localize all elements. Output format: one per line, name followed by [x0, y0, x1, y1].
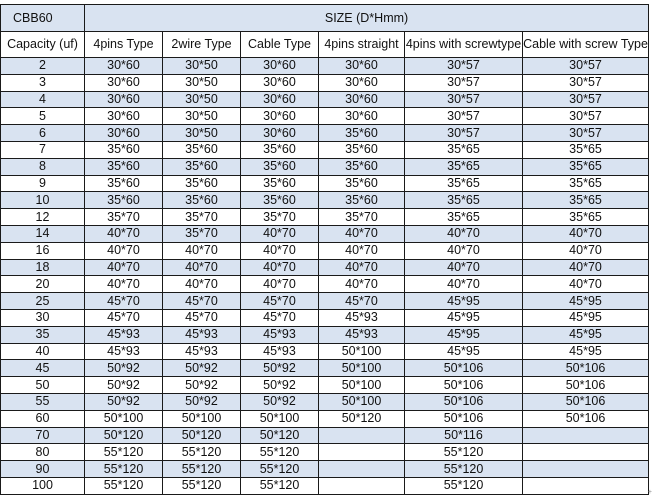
- table-row: [1, 141, 649, 158]
- size-cell: 30*60: [241, 74, 319, 91]
- size-cell: 35*65: [405, 192, 523, 209]
- capacity-cell: 5: [1, 108, 85, 125]
- size-cell: 30*57: [405, 108, 523, 125]
- capacity-cell: 30: [1, 309, 85, 326]
- size-cell: 40*70: [85, 225, 163, 242]
- capacity-cell: 9: [1, 175, 85, 192]
- size-cell: 50*92: [85, 393, 163, 410]
- table-body: [1, 5, 649, 495]
- size-cell: 30*57: [405, 58, 523, 75]
- header-row: [1, 32, 649, 58]
- table-row: [1, 326, 649, 343]
- size-cell: 35*70: [319, 209, 405, 226]
- size-cell: 45*95: [405, 293, 523, 310]
- size-cell: 45*70: [85, 293, 163, 310]
- size-cell: 45*70: [241, 309, 319, 326]
- size-cell: 55*120: [241, 444, 319, 461]
- size-cell: 35*65: [523, 209, 649, 226]
- size-cell: 50*106: [405, 410, 523, 427]
- size-cell: 50*100: [319, 377, 405, 394]
- size-cell: 50*106: [405, 360, 523, 377]
- size-cell: 45*95: [523, 343, 649, 360]
- size-cell: 55*120: [405, 461, 523, 478]
- table-row: [1, 209, 649, 226]
- size-cell: 30*60: [85, 58, 163, 75]
- size-cell: 35*65: [523, 158, 649, 175]
- size-cell: 50*100: [319, 360, 405, 377]
- size-cell: 30*60: [85, 125, 163, 142]
- size-cell: 30*60: [85, 74, 163, 91]
- size-cell: 30*60: [85, 108, 163, 125]
- table-row: [1, 410, 649, 427]
- size-cell: 35*60: [241, 175, 319, 192]
- size-cell: 30*60: [319, 58, 405, 75]
- size-cell: 50*120: [85, 427, 163, 444]
- size-cell: 45*70: [163, 293, 241, 310]
- size-cell: 35*65: [523, 192, 649, 209]
- table-row: [1, 175, 649, 192]
- size-cell: 35*60: [85, 158, 163, 175]
- size-cell: 30*50: [163, 74, 241, 91]
- table-row: [1, 343, 649, 360]
- table-row: [1, 242, 649, 259]
- size-cell: 40*70: [85, 259, 163, 276]
- capacity-cell: 25: [1, 293, 85, 310]
- size-cell: 40*70: [319, 225, 405, 242]
- size-cell: 35*65: [405, 141, 523, 158]
- capacity-cell: 90: [1, 461, 85, 478]
- size-cell: 40*70: [405, 225, 523, 242]
- table-row: [1, 427, 649, 444]
- capacity-cell: 6: [1, 125, 85, 142]
- size-table: [0, 4, 649, 495]
- size-cell: [319, 461, 405, 478]
- size-cell: 55*120: [241, 461, 319, 478]
- size-cell: 40*70: [241, 242, 319, 259]
- capacity-cell: 20: [1, 276, 85, 293]
- size-cell: 35*60: [241, 158, 319, 175]
- size-cell: 45*93: [241, 343, 319, 360]
- size-cell: 50*106: [405, 393, 523, 410]
- col-4pins-type: 4pins Type: [85, 32, 163, 58]
- size-cell: 55*120: [85, 477, 163, 494]
- capacity-cell: 80: [1, 444, 85, 461]
- size-cell: 45*93: [85, 343, 163, 360]
- size-cell: 35*65: [405, 209, 523, 226]
- size-cell: 30*60: [241, 91, 319, 108]
- size-cell: 50*92: [85, 360, 163, 377]
- size-cell: 45*70: [85, 309, 163, 326]
- size-cell: 35*60: [319, 192, 405, 209]
- capacity-cell: 12: [1, 209, 85, 226]
- size-cell: [523, 427, 649, 444]
- capacity-cell: 70: [1, 427, 85, 444]
- size-cell: 35*60: [319, 175, 405, 192]
- size-cell: 30*57: [523, 108, 649, 125]
- size-cell: 30*60: [241, 108, 319, 125]
- size-cell: 35*70: [163, 209, 241, 226]
- size-cell: 50*92: [163, 360, 241, 377]
- table-row: [1, 377, 649, 394]
- size-cell: 40*70: [85, 276, 163, 293]
- size-cell: 45*93: [241, 326, 319, 343]
- size-cell: 50*92: [163, 393, 241, 410]
- size-cell: 45*93: [163, 343, 241, 360]
- size-cell: 35*70: [85, 209, 163, 226]
- size-cell: 50*120: [163, 427, 241, 444]
- size-cell: 40*70: [405, 259, 523, 276]
- table-row: [1, 360, 649, 377]
- size-cell: 50*106: [523, 410, 649, 427]
- col-cable-type: Cable Type: [241, 32, 319, 58]
- size-cell: 45*70: [241, 293, 319, 310]
- size-cell: 45*70: [163, 309, 241, 326]
- size-cell: 45*95: [523, 326, 649, 343]
- table-row: [1, 225, 649, 242]
- size-cell: 45*70: [319, 293, 405, 310]
- size-cell: [319, 427, 405, 444]
- size-cell: 35*60: [319, 158, 405, 175]
- size-cell: 30*57: [523, 91, 649, 108]
- size-cell: 45*95: [523, 293, 649, 310]
- size-cell: 40*70: [523, 259, 649, 276]
- capacity-cell: 4: [1, 91, 85, 108]
- capacity-cell: 3: [1, 74, 85, 91]
- table-row: [1, 108, 649, 125]
- size-cell: [523, 444, 649, 461]
- capacity-cell: 60: [1, 410, 85, 427]
- capacity-cell: 7: [1, 141, 85, 158]
- size-cell: 30*50: [163, 108, 241, 125]
- size-cell: [523, 477, 649, 494]
- size-cell: 55*120: [241, 477, 319, 494]
- size-cell: 50*100: [85, 410, 163, 427]
- size-cell: 35*60: [163, 141, 241, 158]
- size-cell: 50*106: [523, 393, 649, 410]
- capacity-cell: 8: [1, 158, 85, 175]
- size-cell: 35*70: [163, 225, 241, 242]
- size-cell: 40*70: [523, 225, 649, 242]
- size-cell: 30*50: [163, 58, 241, 75]
- table-row: [1, 444, 649, 461]
- size-cell: 35*60: [85, 175, 163, 192]
- size-cell: 30*60: [319, 108, 405, 125]
- size-cell: [319, 444, 405, 461]
- capacity-cell: 35: [1, 326, 85, 343]
- table-row: [1, 91, 649, 108]
- size-cell: 45*95: [405, 343, 523, 360]
- size-cell: 35*60: [241, 141, 319, 158]
- size-cell: 40*70: [241, 259, 319, 276]
- col-capacity: Capacity (uf): [1, 32, 85, 58]
- size-cell: 50*120: [319, 410, 405, 427]
- size-cell: 30*57: [523, 58, 649, 75]
- size-cell: 30*60: [241, 125, 319, 142]
- size-cell: 35*60: [319, 141, 405, 158]
- table-row: [1, 158, 649, 175]
- size-cell: 30*57: [405, 125, 523, 142]
- size-cell: 40*70: [319, 259, 405, 276]
- size-cell: 50*92: [241, 377, 319, 394]
- title-row: [1, 5, 649, 32]
- corner-mark: +: [647, 489, 652, 496]
- size-cell: 30*57: [405, 74, 523, 91]
- size-cell: 50*92: [241, 360, 319, 377]
- size-cell: 50*120: [241, 427, 319, 444]
- size-cell: 40*70: [523, 242, 649, 259]
- capacity-cell: 100: [1, 477, 85, 494]
- size-cell: 40*70: [319, 276, 405, 293]
- size-cell: 55*120: [405, 477, 523, 494]
- col-2wire-type: 2wire Type: [163, 32, 241, 58]
- size-cell: 50*106: [405, 377, 523, 394]
- size-cell: 50*116: [405, 427, 523, 444]
- table-row: [1, 461, 649, 478]
- size-cell: 30*57: [523, 125, 649, 142]
- size-cell: 55*120: [85, 444, 163, 461]
- table-row: [1, 293, 649, 310]
- table-row: [1, 125, 649, 142]
- size-cell: 55*120: [163, 461, 241, 478]
- size-cell: 35*60: [163, 158, 241, 175]
- size-cell: 30*50: [163, 91, 241, 108]
- col-4pins-straight: 4pins straight: [319, 32, 405, 58]
- size-cell: 50*100: [241, 410, 319, 427]
- size-cell: 50*92: [241, 393, 319, 410]
- size-cell: 40*70: [405, 276, 523, 293]
- capacity-cell: 16: [1, 242, 85, 259]
- capacity-cell: 10: [1, 192, 85, 209]
- size-cell: 45*95: [523, 309, 649, 326]
- size-cell: 30*60: [319, 91, 405, 108]
- size-cell: 45*95: [405, 309, 523, 326]
- table-row: [1, 74, 649, 91]
- col-cable-screw-type: Cable with screw Type: [523, 32, 649, 58]
- size-cell: 40*70: [523, 276, 649, 293]
- size-cell: [319, 477, 405, 494]
- series-label: CBB60: [1, 5, 85, 32]
- size-cell: 55*120: [163, 477, 241, 494]
- size-cell: 40*70: [319, 242, 405, 259]
- size-cell: 30*60: [319, 74, 405, 91]
- size-cell: 35*60: [163, 175, 241, 192]
- size-cell: 50*106: [523, 360, 649, 377]
- size-cell: 35*65: [523, 141, 649, 158]
- size-cell: 55*120: [85, 461, 163, 478]
- size-cell: 35*65: [405, 175, 523, 192]
- size-cell: 40*70: [241, 225, 319, 242]
- capacity-cell: 55: [1, 393, 85, 410]
- size-cell: 35*60: [85, 192, 163, 209]
- size-cell: 50*92: [163, 377, 241, 394]
- size-cell: 35*65: [405, 158, 523, 175]
- size-cell: 40*70: [405, 242, 523, 259]
- table-row: [1, 477, 649, 494]
- capacity-cell: 14: [1, 225, 85, 242]
- capacity-cell: 2: [1, 58, 85, 75]
- size-cell: 35*60: [241, 192, 319, 209]
- table-row: [1, 276, 649, 293]
- size-cell: 35*60: [163, 192, 241, 209]
- size-cell: 55*120: [163, 444, 241, 461]
- size-cell: 50*100: [163, 410, 241, 427]
- size-cell: 35*65: [523, 175, 649, 192]
- size-cell: 30*60: [85, 91, 163, 108]
- table-row: [1, 192, 649, 209]
- size-cell: 40*70: [163, 276, 241, 293]
- col-4pins-screwtype: 4pins with screwtype: [405, 32, 523, 58]
- capacity-cell: 18: [1, 259, 85, 276]
- size-cell: [523, 461, 649, 478]
- capacity-cell: 45: [1, 360, 85, 377]
- size-cell: 30*57: [523, 74, 649, 91]
- size-cell: 50*106: [523, 377, 649, 394]
- size-cell: 40*70: [163, 242, 241, 259]
- table-row: [1, 58, 649, 75]
- size-cell: 55*120: [405, 444, 523, 461]
- capacity-cell: 50: [1, 377, 85, 394]
- size-cell: 30*50: [163, 125, 241, 142]
- table-row: [1, 309, 649, 326]
- size-cell: 50*100: [319, 343, 405, 360]
- size-cell: 50*92: [85, 377, 163, 394]
- size-cell: 45*93: [319, 326, 405, 343]
- size-cell: 35*70: [241, 209, 319, 226]
- size-cell: 40*70: [85, 242, 163, 259]
- size-cell: 45*93: [319, 309, 405, 326]
- size-cell: 35*60: [319, 125, 405, 142]
- table-row: [1, 259, 649, 276]
- size-cell: 35*60: [85, 141, 163, 158]
- size-cell: 30*57: [405, 91, 523, 108]
- size-cell: 45*95: [405, 326, 523, 343]
- table-row: [1, 393, 649, 410]
- size-cell: 30*60: [241, 58, 319, 75]
- size-cell: 45*93: [85, 326, 163, 343]
- capacity-cell: 40: [1, 343, 85, 360]
- size-cell: 50*100: [319, 393, 405, 410]
- size-cell: 40*70: [163, 259, 241, 276]
- size-label: SIZE (D*Hmm): [85, 5, 649, 32]
- size-cell: 40*70: [241, 276, 319, 293]
- size-cell: 45*93: [163, 326, 241, 343]
